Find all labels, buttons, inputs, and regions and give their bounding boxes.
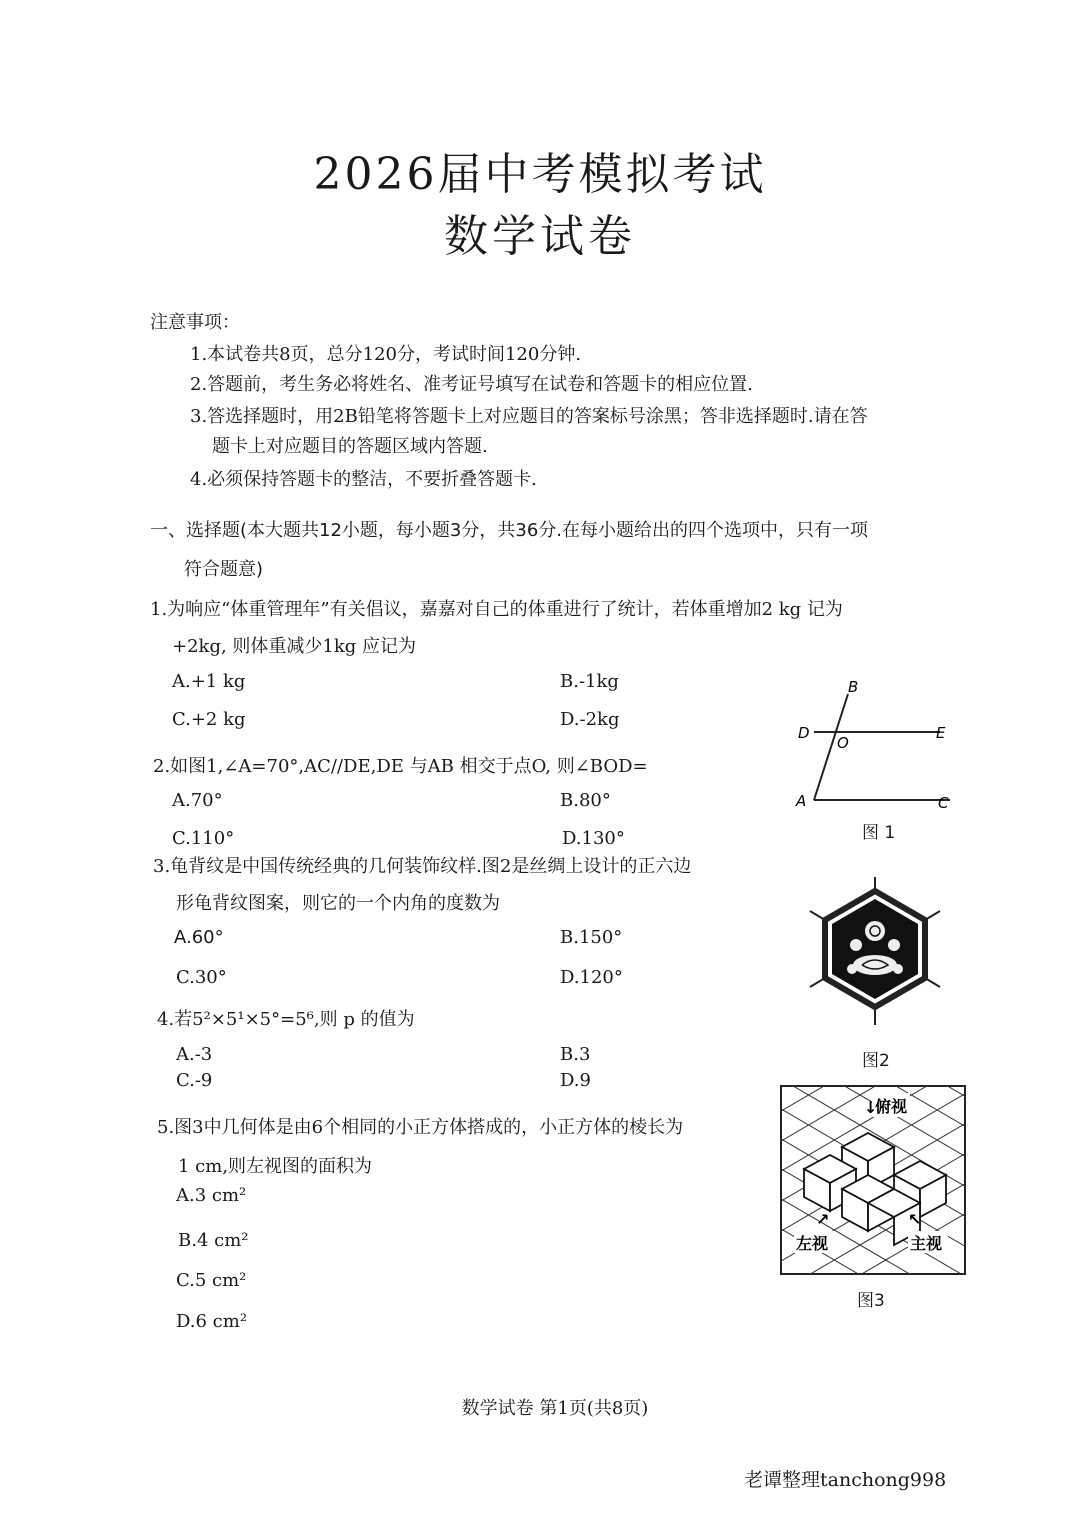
notice-item: 4.必须保持答题卡的整洁，不要折叠答题卡. — [190, 469, 537, 490]
label-front-view: 主视 — [910, 1234, 943, 1253]
option-d: D.6 cm² — [176, 1311, 248, 1332]
notice-item: 2.答题前，考生务必将姓名、准考证号填写在试卷和答题卡的相应位置. — [190, 374, 753, 395]
label-left-view: 左视 — [796, 1234, 829, 1253]
question-3-stem-cont: 形龟背纹图案，则它的一个内角的度数为 — [176, 893, 500, 914]
option-a: A.3 cm² — [176, 1185, 247, 1206]
notice-item: 题卡上对应题目的答题区域内答题. — [212, 436, 488, 457]
option-c: C.110° — [172, 828, 235, 849]
option-b: B.80° — [560, 790, 611, 811]
notice-heading: 注意事项： — [150, 312, 240, 333]
option-d: D.120° — [560, 967, 623, 988]
option-a: A.60° — [174, 927, 224, 948]
label-top-view: 俯视 — [875, 1097, 908, 1116]
point-label: E — [936, 724, 946, 742]
question-5-stem-cont: 1 cm,则左视图的面积为 — [178, 1156, 373, 1177]
point-label: B — [848, 678, 859, 696]
option-c: C.30° — [176, 967, 227, 988]
arrow-left-view: ↗ — [816, 1210, 830, 1229]
question-5-stem: 5.图3中几何体是由6个相同的小正方体搭成的，小正方体的棱长为 — [157, 1117, 684, 1138]
option-c: C.+2 kg — [172, 709, 246, 730]
option-c: C.5 cm² — [176, 1270, 247, 1291]
figure-1-diagram — [790, 672, 960, 822]
figure-1-label: 图 1 — [862, 823, 896, 843]
option-a: A.70° — [172, 790, 223, 811]
section-heading: 一、选择题(本大题共12小题，每小题3分，共36分.在每小题给出的四个选项中，只有一项 — [150, 520, 869, 541]
option-d: D.9 — [560, 1070, 591, 1091]
option-d: D.-2kg — [560, 709, 620, 730]
option-b: B.-1kg — [560, 671, 619, 692]
exam-title: 2026届中考模拟考试 — [313, 149, 767, 200]
option-b: B.150° — [560, 927, 623, 948]
page-footer: 数学试卷 第1页(共8页) — [461, 1398, 649, 1419]
point-label: O — [837, 734, 849, 752]
arrow-front-view: ↖ — [908, 1210, 922, 1229]
question-2-stem: 2.如图1,∠A=70°,AC//DE,DE 与AB 相交于点O, 则∠BOD= — [153, 756, 648, 777]
watermark: 老谭整理tanchong998 — [744, 1469, 947, 1491]
label-top-arrow: ↓ — [864, 1098, 878, 1117]
point-label: A — [796, 792, 807, 810]
option-d: D.130° — [562, 828, 625, 849]
question-1-stem-cont: +2kg, 则体重减少1kg 应记为 — [172, 636, 417, 657]
notice-item: 1.本试卷共8页，总分120分，考试时间120分钟. — [190, 344, 582, 365]
exam-subtitle: 数学试卷 — [444, 211, 636, 262]
point-label: C — [938, 794, 949, 812]
option-b: B.3 — [560, 1044, 591, 1065]
point-label: D — [798, 724, 810, 742]
figure-3-cube-stack — [780, 1085, 966, 1275]
option-a: A.+1 kg — [172, 671, 246, 692]
question-3-stem: 3.龟背纹是中国传统经典的几何装饰纹样.图2是丝绸上设计的正六边 — [153, 856, 692, 877]
question-1-stem: 1.为响应“体重管理年”有关倡议，嘉嘉对自己的体重进行了统计，若体重增加2 kg 记为 — [150, 599, 843, 620]
option-c: C.-9 — [176, 1070, 213, 1091]
section-heading-cont: 符合题意) — [184, 559, 264, 580]
option-b: B.4 cm² — [178, 1230, 249, 1251]
figure-3-label: 图3 — [857, 1291, 885, 1311]
question-4-stem: 4.若5²×5¹×5°=5⁶,则 p 的值为 — [157, 1009, 415, 1030]
figure-2-label: 图2 — [862, 1051, 890, 1071]
option-a: A.-3 — [176, 1044, 213, 1065]
notice-item: 3.答选择题时，用2B铅笔将答题卡上对应题目的答案标号涂黑；答非选择题时.请在答 — [190, 406, 868, 427]
figure-2-hexagon-pattern — [800, 873, 950, 1033]
